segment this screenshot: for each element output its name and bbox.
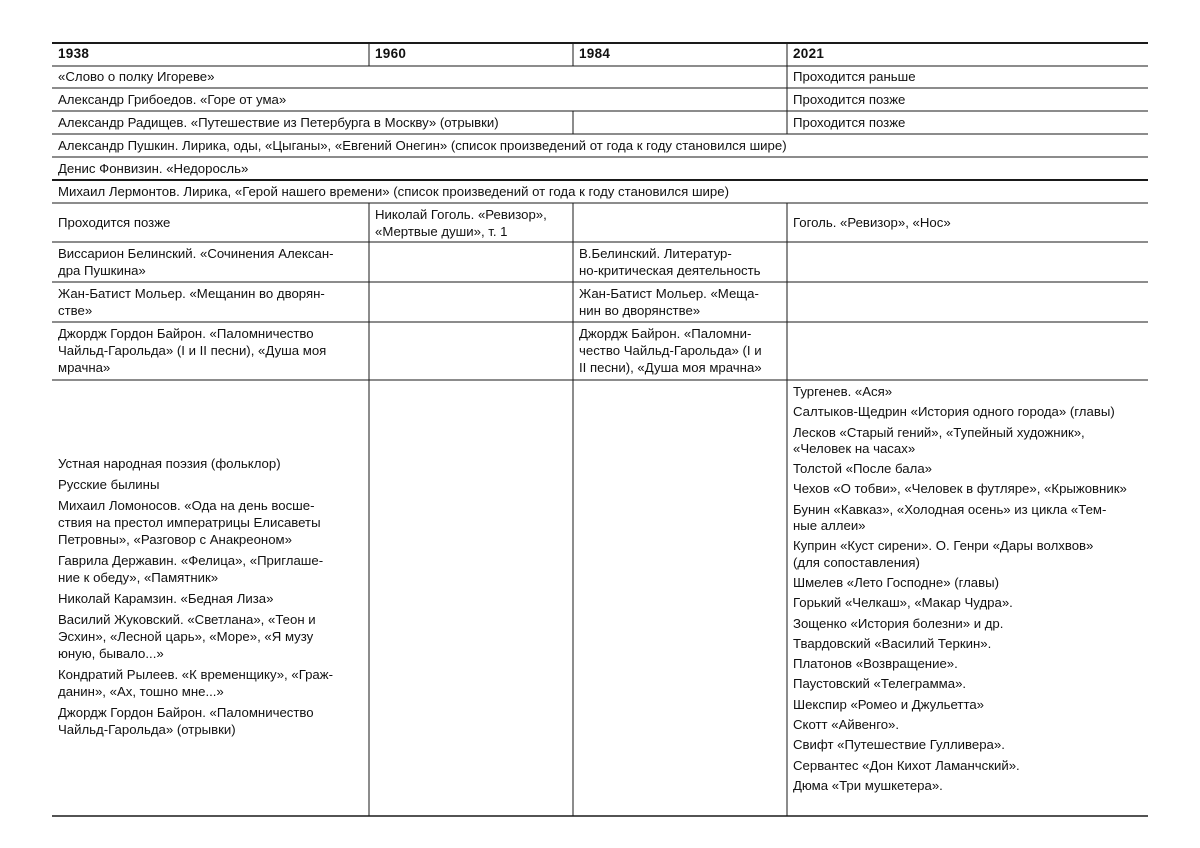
row-byron-1984: [579, 325, 762, 376]
list-2021: [793, 384, 1127, 798]
list-2021-line: ные аллеи»: [793, 518, 866, 534]
list-2021-item: [793, 717, 1127, 733]
list-2021-item: [793, 778, 1127, 794]
list-1938-line: Чайльд-Гарольда» (отрывки): [58, 722, 236, 737]
list-2021-item: [793, 595, 1127, 611]
list-1938-line: Петровны», «Разговор с Анакреоном»: [58, 532, 292, 547]
list-2021-item: [793, 384, 1127, 400]
list-2021-item: [793, 538, 1127, 571]
year-2021-header: 2021: [793, 46, 825, 61]
row-gogol-1960-line: Николай Гоголь. «Ревизор»,: [375, 207, 547, 222]
list-2021-line: Тургенев. «Ася»: [793, 384, 893, 399]
list-1938-item: [58, 611, 333, 662]
row-moliere-1938: [58, 285, 325, 319]
row-gogol-1938: Проходится позже: [58, 215, 171, 230]
list-2021-item: [793, 461, 1127, 477]
list-2021-item: [793, 737, 1127, 753]
list-1938-line: ние к обеду», «Памятник»: [58, 570, 219, 585]
row-slovo-2021: Проходится раньше: [793, 69, 916, 84]
list-1938-line: Василий Жуковский. «Светлана», «Теон и: [58, 612, 316, 627]
list-2021-line: (для сопоставления): [793, 554, 920, 570]
row-belinsky-1938: [58, 245, 334, 279]
list-1938-item: [58, 666, 333, 700]
row-radishchev-2021: Проходится позже: [793, 115, 906, 130]
list-2021-item: [793, 575, 1127, 591]
row-byron-1938-line: мрачна»: [58, 360, 111, 375]
list-2021-line: Свифт «Путешествие Гулливера».: [793, 737, 1005, 753]
row-slovo-text: «Слово о полку Игореве»: [58, 69, 215, 84]
list-2021-line: Зощенко «История болезни» и др.: [793, 615, 1004, 631]
list-2021-line: Горький «Челкаш», «Макар Чудра».: [793, 595, 1013, 611]
list-1938-item: [58, 455, 333, 472]
list-1938-line: Гаврила Державин. «Фелица», «Приглаше-: [58, 553, 324, 568]
row-griboedov-text: Александр Грибоедов. «Горе от ума»: [58, 92, 287, 107]
list-2021-item: [793, 404, 1127, 420]
list-1938-item: [58, 590, 333, 607]
list-2021-item: [793, 425, 1127, 458]
list-2021-line: Лесков «Старый гений», «Тупейный художник»,: [793, 424, 1085, 440]
list-2021-line: Куприн «Куст сирени». О. Генри «Дары волхвов»: [793, 538, 1094, 554]
row-fonvizin-text: Денис Фонвизин. «Недоросль»: [58, 161, 249, 176]
list-2021-line: «Человек на часах»: [793, 440, 916, 456]
list-2021-item: [793, 676, 1127, 692]
list-1938-line: Николай Карамзин. «Бедная Лиза»: [58, 591, 274, 606]
list-1938-line: Устная народная поэзия (фольклор): [58, 456, 281, 471]
row-moliere-1984-line: нин во дворянстве»: [579, 303, 701, 318]
list-2021-line: Скотт «Айвенго».: [793, 717, 900, 733]
list-2021-item: [793, 697, 1127, 713]
list-2021-item: [793, 616, 1127, 632]
row-moliere-1938-line: стве»: [58, 303, 93, 318]
list-1938-line: Михаил Ломоносов. «Ода на день восше-: [58, 498, 315, 513]
list-2021-line: Салтыков-Щедрин «История одного города» (главы): [793, 404, 1115, 420]
row-gogol-1960-line: «Мертвые души», т. 1: [375, 224, 508, 239]
list-1938-item: [58, 552, 333, 586]
row-pushkin-text: Александр Пушкин. Лирика, оды, «Цыганы», «Евгений Онегин» (список произведений от года к году становился шире): [58, 138, 787, 153]
row-byron-1938-line: Чайльд-Гарольда» (I и II песни), «Душа моя: [58, 343, 327, 358]
row-gogol-1960: [375, 206, 547, 240]
row-byron-1984-line: чество Чайльд-Гарольда» (I и: [579, 343, 762, 358]
list-1938-line: Эсхин», «Лесной царь», «Море», «Я музу: [58, 629, 314, 644]
list-2021-item: [793, 758, 1127, 774]
list-1938-line: Джордж Гордон Байрон. «Паломничество: [58, 705, 314, 720]
list-2021-line: Платонов «Возвращение».: [793, 656, 958, 672]
row-belinsky-1984-line: но-критическая деятельность: [579, 263, 761, 278]
list-2021-item: [793, 636, 1127, 652]
row-belinsky-1984-line: В.Белинский. Литератур-: [579, 246, 732, 261]
row-gogol-2021: Гоголь. «Ревизор», «Нос»: [793, 215, 951, 230]
list-2021-line: Шмелев «Лето Господне» (главы): [793, 574, 1000, 590]
list-1938-item: [58, 476, 333, 493]
row-griboedov-2021: Проходится позже: [793, 92, 906, 107]
list-2021-line: Сервантес «Дон Кихот Ламанчский».: [793, 757, 1020, 773]
list-2021-item: [793, 481, 1127, 497]
list-1938-line: ствия на престол императрицы Елисаветы: [58, 515, 321, 530]
row-byron-1984-line: II песни), «Душа моя мрачна»: [579, 360, 762, 375]
row-byron-1984-line: Джордж Байрон. «Паломни-: [579, 326, 752, 341]
row-belinsky-1938-line: дра Пушкина»: [58, 263, 146, 278]
list-1938-line: Кондратий Рылеев. «К временщику», «Граж-: [58, 667, 333, 682]
row-radishchev-text: Александр Радищев. «Путешествие из Петербурга в Москву» (отрывки): [58, 115, 499, 130]
list-1938: [58, 455, 333, 742]
list-2021-line: Толстой «После бала»: [793, 461, 932, 477]
list-1938-line: Русские былины: [58, 477, 160, 492]
row-byron-1938: [58, 325, 326, 376]
list-2021-item: [793, 502, 1127, 535]
list-1938-line: юную, бывало...»: [58, 646, 164, 661]
row-moliere-1984: [579, 285, 759, 319]
list-2021-line: Паустовский «Телеграмма».: [793, 676, 967, 692]
list-2021-line: Дюма «Три мушкетера».: [793, 777, 943, 793]
list-2021-line: Твардовский «Василий Теркин».: [793, 635, 992, 651]
year-1960-header: 1960: [375, 46, 407, 61]
list-2021-line: Бунин «Кавказ», «Холодная осень» из цикла «Тем-: [793, 501, 1107, 517]
year-1984-header: 1984: [579, 46, 611, 61]
list-1938-item: [58, 704, 333, 738]
list-2021-line: Чехов «О тобви», «Человек в футляре», «Крыжовник»: [793, 481, 1127, 497]
row-belinsky-1984: [579, 245, 761, 279]
row-moliere-1938-line: Жан-Батист Мольер. «Мещанин во дворян-: [58, 286, 325, 301]
list-1938-line: данин», «Ах, тошно мне...»: [58, 684, 224, 699]
list-1938-item: [58, 497, 333, 548]
row-moliere-1984-line: Жан-Батист Мольер. «Меща-: [579, 286, 759, 301]
row-lermontov-text: Михаил Лермонтов. Лирика, «Герой нашего времени» (список произведений от года к году становился шире): [58, 184, 729, 199]
list-2021-item: [793, 656, 1127, 672]
row-byron-1938-line: Джордж Гордон Байрон. «Паломничество: [58, 326, 314, 341]
list-2021-line: Шекспир «Ромео и Джульетта»: [793, 696, 985, 712]
row-belinsky-1938-line: Виссарион Белинский. «Сочинения Алексан-: [58, 246, 334, 261]
year-1938-header: 1938: [58, 46, 90, 61]
